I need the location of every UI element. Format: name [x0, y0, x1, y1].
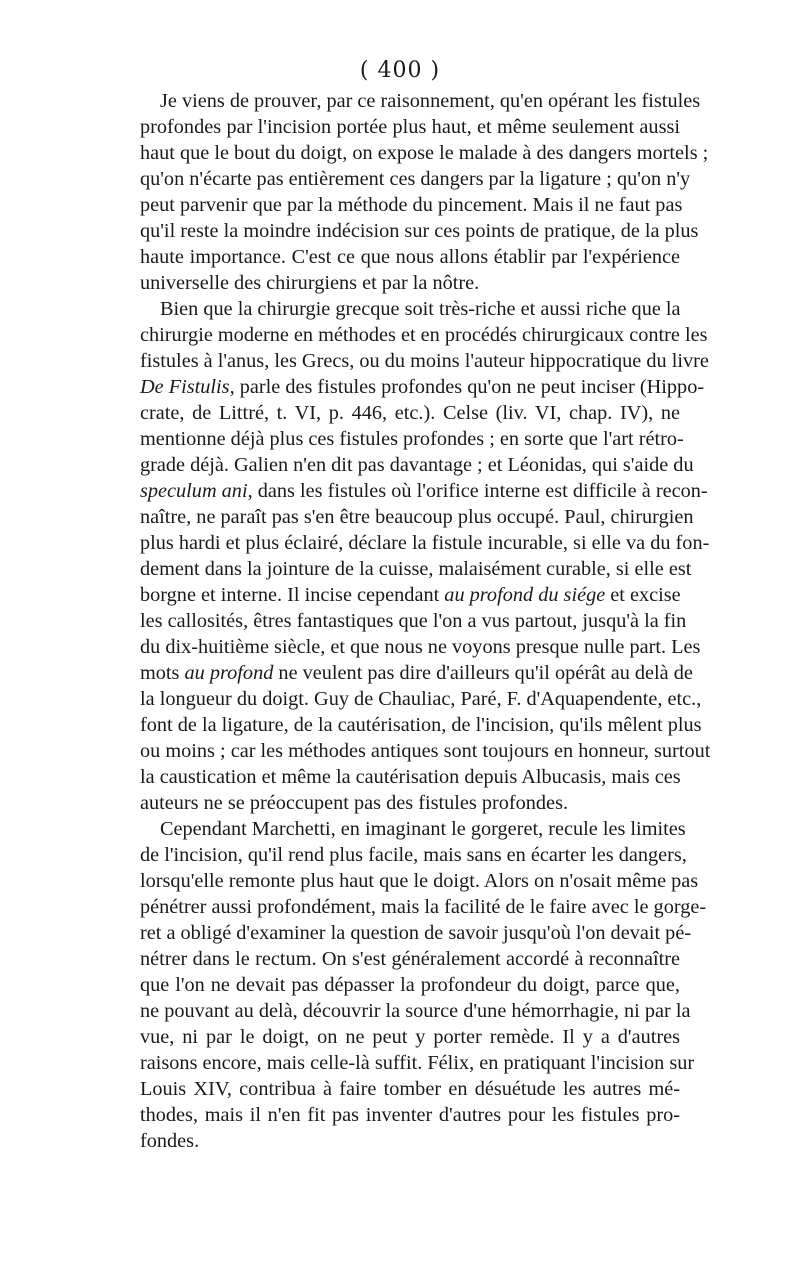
text-line: universelle des chirurgiens et par la nôtre.	[140, 272, 480, 294]
paragraph-1	[120, 88, 709, 296]
text-line: les callosités, êtres fantastiques que l'on a vus partout, jusqu'à la fin	[140, 610, 687, 632]
text-line: pénétrer aussi profondément, mais la facilité de le faire avec le gorge-	[140, 896, 707, 918]
text-line: Cependant Marchetti, en imaginant le gorgeret, recule les limites	[160, 818, 686, 840]
text-line: ret a obligé d'examiner la question de savoir jusqu'où l'on devait pé-	[140, 922, 692, 944]
text-line: grade déjà. Galien n'en dit pas davantage ; et Léonidas, qui s'aide du	[140, 454, 694, 476]
text-line: naître, ne paraît pas s'en être beaucoup plus occupé. Paul, chirurgien	[140, 506, 694, 528]
text-line: que l'on ne devait pas dépasser la profondeur du doigt, parce que,	[140, 974, 680, 996]
page-number: ( 400 )	[359, 58, 441, 83]
text-line: De Fistulis, parle des fistules profondes qu'on ne peut inciser (Hippo-	[140, 376, 705, 398]
paragraph-3	[120, 816, 707, 1154]
italic-phrase: De Fistulis	[140, 376, 230, 398]
text-line: qu'on n'écarte pas entièrement ces dangers par la ligature ; qu'on n'y	[140, 168, 691, 190]
italic-phrase: au profond du siége	[444, 584, 606, 606]
text-line: lorsqu'elle remonte plus haut que le doigt. Alors on n'osait même pas	[140, 870, 699, 892]
body-text	[120, 88, 711, 1154]
text-line: ou moins ; car les méthodes antiques sont toujours en honneur, surtout	[140, 740, 711, 762]
text-line: haute importance. C'est ce que nous allons établir par l'expérience	[140, 246, 680, 268]
text-line: la caustication et même la cautérisation depuis Albucasis, mais ces	[140, 766, 681, 788]
paragraph-2	[120, 296, 711, 816]
text-line: auteurs ne se préoccupent pas des fistules profondes.	[140, 792, 569, 814]
text-line: du dix-huitième siècle, et que nous ne voyons presque nulle part. Les	[140, 636, 701, 658]
text-line: vue, ni par le doigt, on ne peut y porter remède. Il y a d'autres	[140, 1026, 680, 1048]
text-line: qu'il reste la moindre indécision sur ces points de pratique, de la plus	[140, 220, 699, 242]
italic-phrase: speculum ani	[140, 480, 248, 502]
text-line: Louis XIV, contribua à faire tomber en désuétude les autres mé-	[140, 1078, 680, 1100]
text-line: borgne et interne. Il incise cependant au profond du siége et excise	[140, 584, 681, 606]
text-line: thodes, mais il n'en fit pas inventer d'autres pour les fistules pro-	[140, 1104, 680, 1126]
text-line: mentionne déjà plus ces fistules profondes ; en sorte que l'art rétro-	[140, 428, 684, 450]
text-line: mots au profond ne veulent pas dire d'ailleurs qu'il opérât au delà de	[140, 662, 693, 684]
text-line: Je viens de prouver, par ce raisonnement, qu'en opérant les fistules	[160, 90, 701, 112]
text-line: fondes.	[140, 1130, 200, 1152]
text-line: plus hardi et plus éclairé, déclare la fistule incurable, si elle va du fon-	[140, 532, 710, 554]
text-line: profondes par l'incision portée plus haut, et même seulement aussi	[140, 116, 680, 138]
text-line: peut parvenir que par la méthode du pincement. Mais il ne faut pas	[140, 194, 683, 216]
text-line: Bien que la chirurgie grecque soit très-riche et aussi riche que la	[160, 298, 681, 320]
text-line: ne pouvant au delà, découvrir la source d'une hémorrhagie, ni par la	[140, 1000, 691, 1022]
text-line: haut que le bout du doigt, on expose le malade à des dangers mortels ;	[140, 142, 709, 164]
italic-phrase: au profond	[184, 662, 274, 684]
text-line: de l'incision, qu'il rend plus facile, mais sans en écarter les dangers,	[140, 844, 687, 866]
text-line: chirurgie moderne en méthodes et en procédés chirurgicaux contre les	[140, 324, 708, 346]
text-line: raisons encore, mais celle-là suffit. Félix, en pratiquant l'incision sur	[140, 1052, 695, 1074]
text-line: font de la ligature, de la cautérisation, de l'incision, qu'ils mêlent plus	[140, 714, 702, 736]
text-line: fistules à l'anus, les Grecs, ou du moins l'auteur hippocratique du livre	[140, 350, 709, 372]
text-line: speculum ani, dans les fistules où l'orifice interne est difficile à recon-	[140, 480, 708, 502]
text-line: la longueur du doigt. Guy de Chauliac, Paré, F. d'Aquapendente, etc.,	[140, 688, 702, 710]
text-line: nétrer dans le rectum. On s'est généralement accordé à reconnaître	[140, 948, 680, 970]
text-line: crate, de Littré, t. VI, p. 446, etc.). Celse (liv. VI, chap. IV), ne	[140, 402, 680, 424]
text-line: dement dans la jointure de la cuisse, malaisément curable, si elle est	[140, 558, 692, 580]
